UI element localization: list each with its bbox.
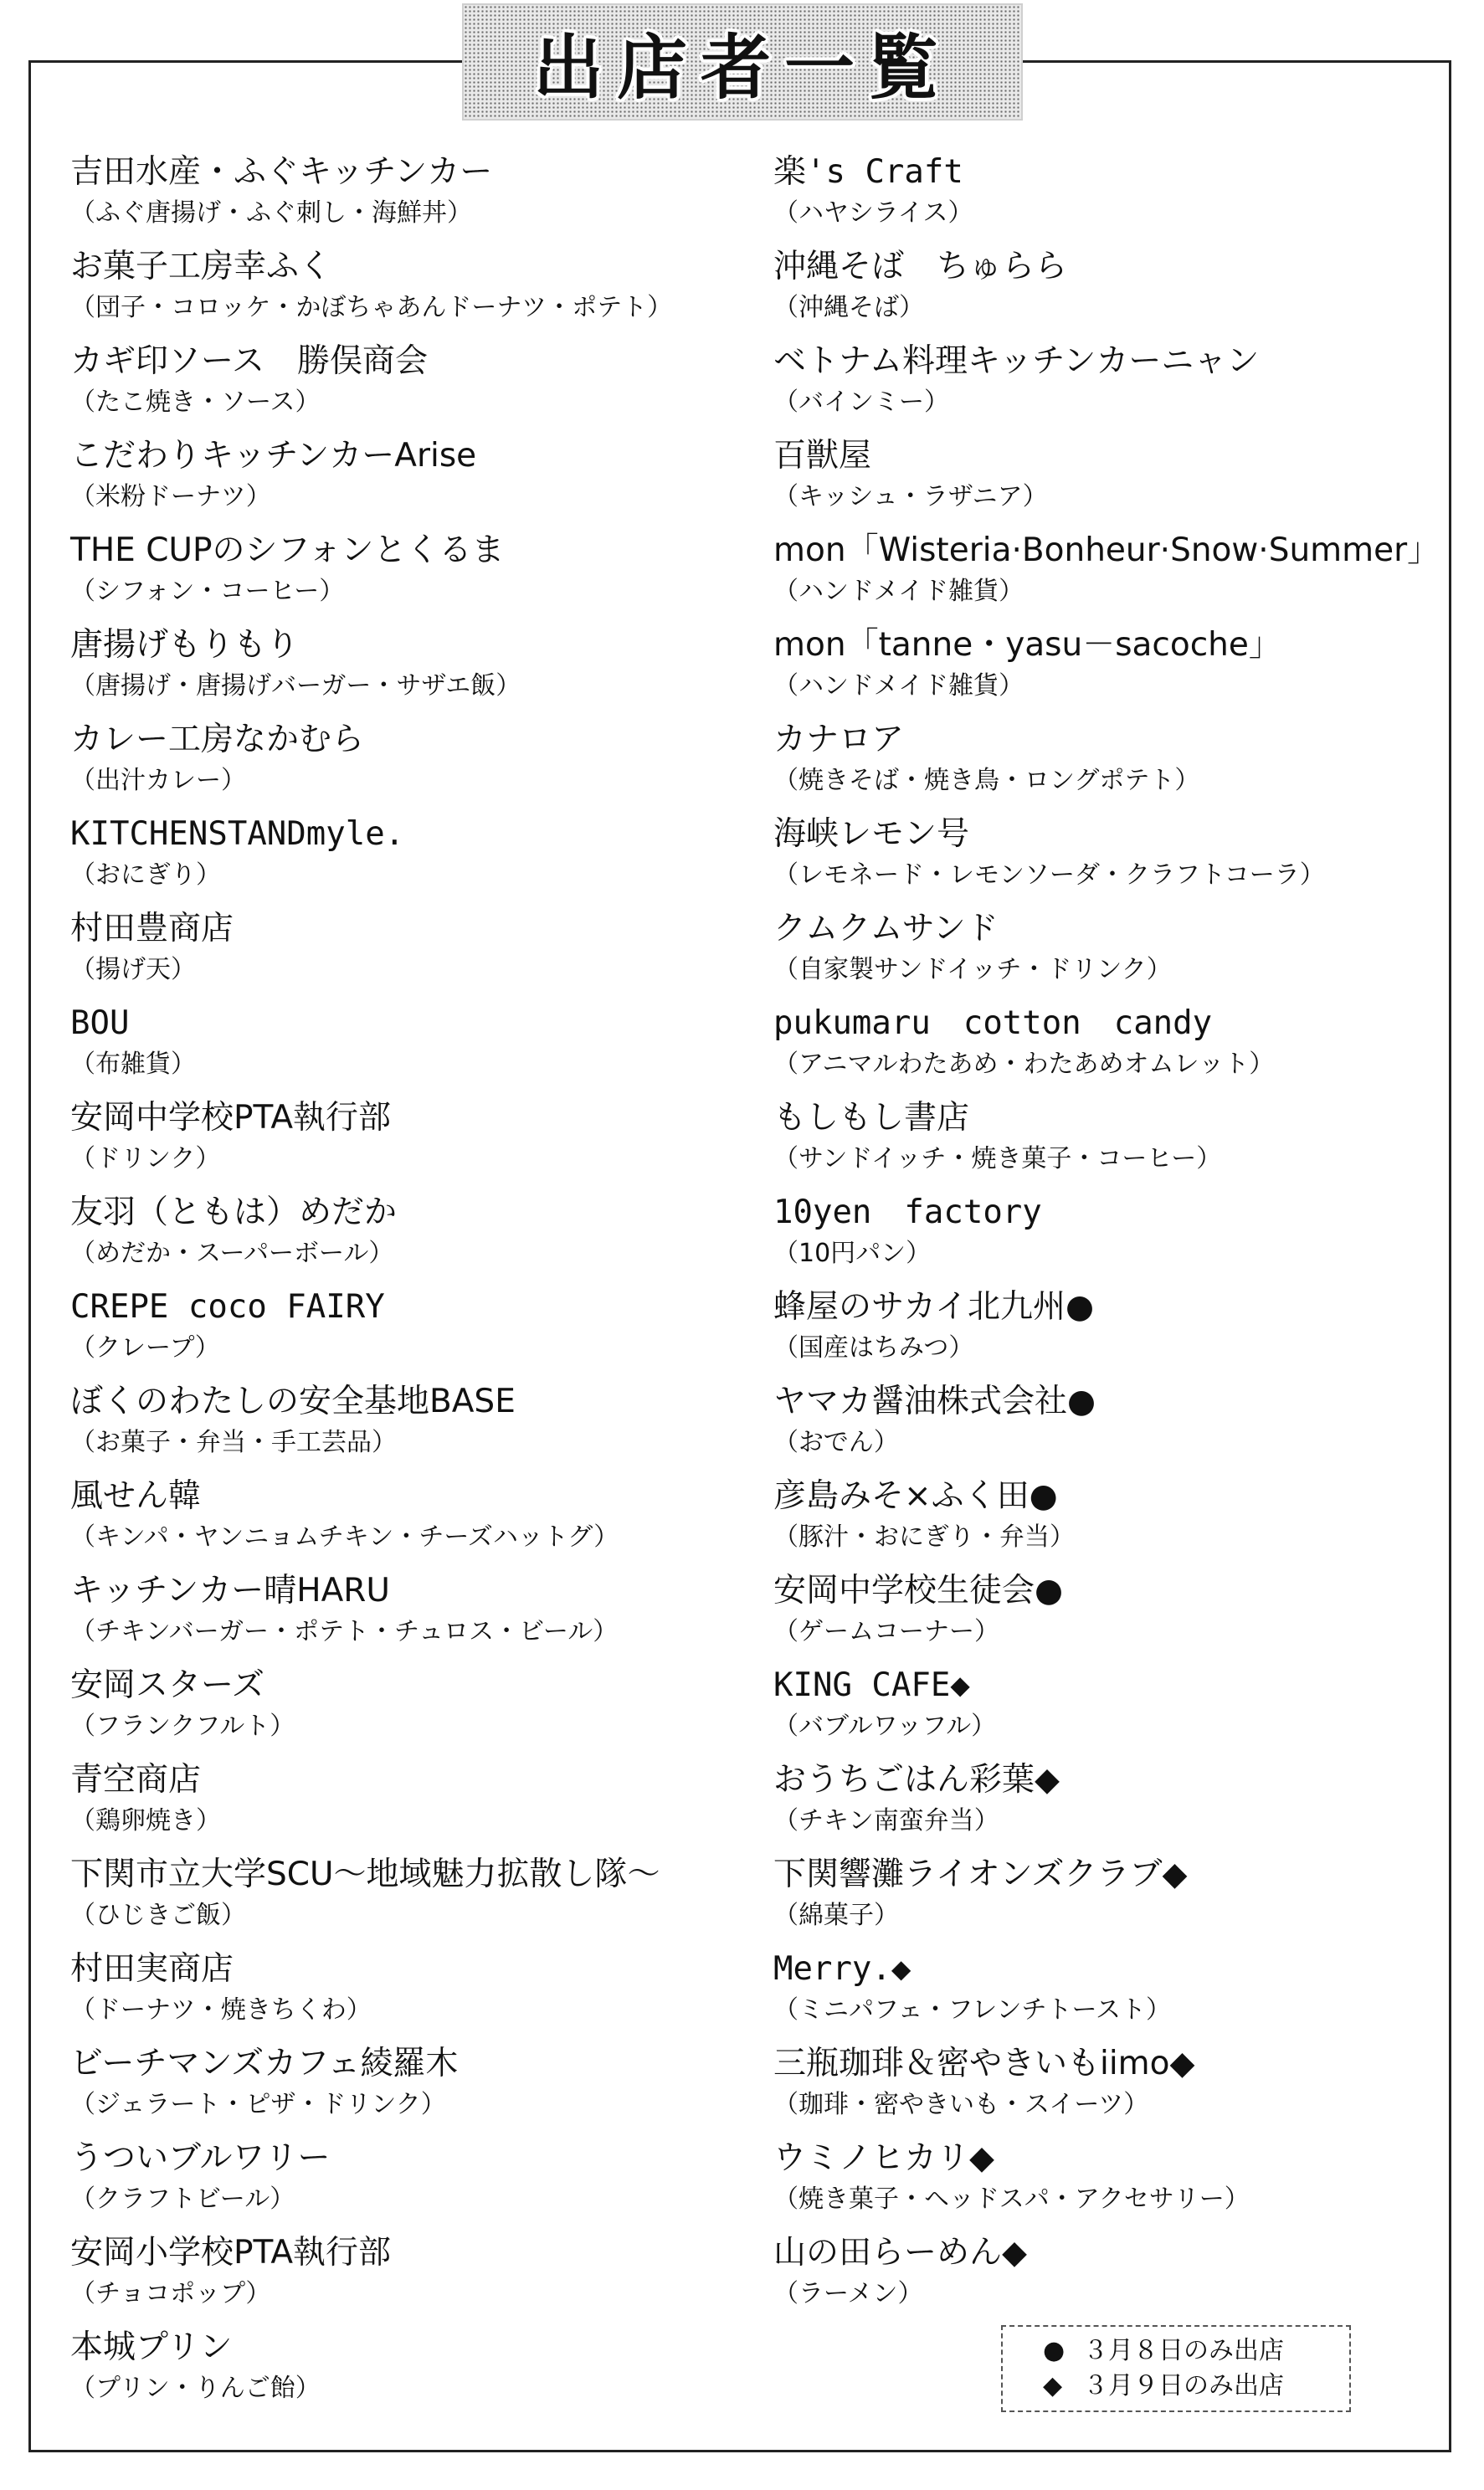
- vendor-entry: [773, 1002, 1443, 1096]
- legend-row-march-8: [1043, 2333, 1349, 2369]
- vendor-items: （唐揚げ・唐揚げバーガー・サザエ飯）: [70, 671, 521, 701]
- vendor-items: （チキンバーガー・ポテト・チュロス・ビール）: [70, 1617, 619, 1646]
- vendor-items: （バインミー）: [773, 388, 949, 417]
- vendor-name: 山の田らーめん◆: [773, 2234, 1027, 2272]
- vendor-name: 楽's Craft: [773, 153, 963, 191]
- page-title: 出店者一覧: [532, 26, 952, 109]
- vendor-items: （レモネード・レモンソーダ・クラフトコーラ）: [773, 860, 1325, 890]
- vendor-name: おうちごはん彩葉◆: [773, 1761, 1060, 1799]
- vendor-entry: [773, 1758, 1443, 1853]
- vendor-items: （バブルワッフル）: [773, 1712, 997, 1741]
- vendor-name: お菓子工房幸ふく: [70, 248, 332, 285]
- vendor-entry: [773, 2042, 1443, 2137]
- vendor-name: 本城プリン: [70, 2328, 233, 2366]
- vendor-entry: [70, 907, 773, 1002]
- vendor-name: ぼくのわたしの安全基地BASE: [70, 1383, 516, 1420]
- vendor-items: （ドリンク）: [70, 1144, 221, 1173]
- circle-icon: ●: [1043, 2336, 1066, 2365]
- vendor-entry: [70, 1569, 773, 1664]
- vendor-name: カギ印ソース 勝俣商会: [70, 342, 429, 380]
- vendor-items: （おにぎり）: [70, 860, 221, 890]
- vendor-items: （ハンドメイド雑貨）: [773, 577, 1024, 606]
- vendor-items: （サンドイッチ・焼き菓子・コーヒー）: [773, 1144, 1222, 1173]
- vendor-items: （お菓子・弁当・手工芸品）: [70, 1428, 397, 1457]
- vendor-entry: [70, 1664, 773, 1758]
- vendor-items: （鶏卵焼き）: [70, 1806, 221, 1835]
- vendor-entry: [773, 813, 1443, 907]
- vendor-entry: [70, 1475, 773, 1569]
- vendor-items: （おでん）: [773, 1428, 899, 1457]
- vendor-name: クムクムサンド: [773, 910, 999, 947]
- vendor-items: （出汁カレー）: [70, 766, 246, 795]
- vendor-entry: [70, 1002, 773, 1096]
- vendor-entry: [70, 2326, 773, 2421]
- vendor-name: pukumaru cotton candy: [773, 1004, 1213, 1042]
- vendor-entry: [773, 2137, 1443, 2231]
- vendor-items: （ドーナツ・焼きちくわ）: [70, 1995, 372, 2025]
- vendor-entry: [773, 1286, 1443, 1380]
- vendor-entry: [773, 1569, 1443, 1664]
- vendor-items: （ジェラート・ピザ・ドリンク）: [70, 2090, 446, 2119]
- vendor-name: こだわりキッチンカーArise: [70, 437, 477, 475]
- vendor-name: ウミノヒカリ◆: [773, 2139, 994, 2177]
- vendor-name: 10yen factory: [773, 1194, 1042, 1231]
- vendor-name: カナロア: [773, 721, 905, 758]
- vendor-entry: [70, 1948, 773, 2042]
- vendor-items: （国産はちみつ）: [773, 1333, 974, 1363]
- vendor-name: 下関市立大学SCU～地域魅力拡散し隊～: [70, 1856, 660, 1893]
- vendor-items: （キンパ・ヤンニョムチキン・チーズハットグ）: [70, 1522, 619, 1552]
- vendor-items: （焼き菓子・ヘッドスパ・アクセサリー）: [773, 2185, 1250, 2214]
- vendor-items: （クラフトビール）: [70, 2185, 295, 2214]
- vendor-items: （珈琲・密やきいも・スイーツ）: [773, 2090, 1149, 2119]
- vendor-items: （綿菓子）: [773, 1901, 899, 1930]
- vendor-items: （シフォン・コーヒー）: [70, 577, 345, 606]
- vendor-entry: [773, 2231, 1443, 2326]
- vendor-entry: [773, 1475, 1443, 1569]
- vendor-name: 吉田水産・ふぐキッチンカー: [70, 153, 493, 191]
- vendor-entry: [773, 340, 1443, 434]
- vendor-entry: [773, 529, 1443, 624]
- vendor-items: （10円パン）: [773, 1239, 932, 1268]
- vendor-name: CREPE coco FAIRY: [70, 1288, 385, 1326]
- vendor-name: キッチンカー晴HARU: [70, 1572, 390, 1610]
- vendor-items: （ひじきご飯）: [70, 1901, 246, 1930]
- vendor-entry: [773, 1380, 1443, 1475]
- vendor-entry: [70, 1191, 773, 1286]
- vendor-entry: [70, 813, 773, 907]
- vendor-items: （ゲームコーナー）: [773, 1617, 999, 1646]
- vendor-entry: [70, 1758, 773, 1853]
- vendor-entry: [773, 1191, 1443, 1286]
- vendor-items: （団子・コロッケ・かぼちゃあんドーナツ・ポテト）: [70, 293, 673, 322]
- vendor-entry: [773, 624, 1443, 718]
- legend-row-march-9: [1043, 2369, 1349, 2404]
- vendor-items: （布雑貨）: [70, 1050, 196, 1079]
- vendor-items: （沖縄そば）: [773, 293, 924, 322]
- vendor-items: （豚汁・おにぎり・弁当）: [773, 1522, 1075, 1552]
- vendor-entry: [773, 907, 1443, 1002]
- vendor-items: （クレープ）: [70, 1333, 220, 1363]
- vendor-entry: [70, 434, 773, 529]
- vendor-entry: [773, 1948, 1443, 2042]
- vendor-name: ヤマカ醤油株式会社●: [773, 1383, 1096, 1420]
- vendor-items: （アニマルわたあめ・わたあめオムレット）: [773, 1050, 1275, 1079]
- vendor-name: 百獣屋: [773, 437, 872, 475]
- vendor-entry: [773, 434, 1443, 529]
- vendor-entry: [70, 1853, 773, 1948]
- vendor-entry: [70, 1096, 773, 1191]
- vendor-items: （焼きそば・焼き鳥・ロングポテト）: [773, 766, 1200, 795]
- vendor-name: mon「Wisteria·Bonheur·Snow·Summer」: [773, 531, 1440, 569]
- legend-box: [1001, 2325, 1351, 2412]
- vendor-entry: [773, 718, 1443, 813]
- vendor-name: KING CAFE◆: [773, 1666, 970, 1704]
- vendor-name: mon「tanne・yasu－sacoche」: [773, 626, 1281, 664]
- vendor-items: （フランクフルト）: [70, 1712, 295, 1741]
- legend-text: ３月９日のみ出店: [1083, 2371, 1284, 2400]
- vendor-items: （ハンドメイド雑貨）: [773, 671, 1024, 701]
- vendor-entry: [70, 2137, 773, 2231]
- vendor-entry: [70, 245, 773, 340]
- vendor-items: （キッシュ・ラザニア）: [773, 482, 1048, 511]
- vendor-items: （ハヤシライス）: [773, 198, 973, 228]
- vendor-name: ベトナム料理キッチンカーニャン: [773, 342, 1260, 380]
- left-vendor-column: [70, 151, 773, 2421]
- vendor-items: （米粉ドーナツ）: [70, 482, 271, 511]
- vendor-name: 彦島みそ×ふく田●: [773, 1477, 1058, 1515]
- vendor-name: 安岡中学校生徒会●: [773, 1572, 1064, 1610]
- vendor-name: 蜂屋のサカイ北九州●: [773, 1288, 1095, 1326]
- vendor-name: 友羽（ともは）めだか: [70, 1194, 398, 1231]
- vendor-entry: [70, 1286, 773, 1380]
- vendor-name: THE CUPのシフォンとくるま: [70, 531, 505, 569]
- vendor-entry: [70, 1380, 773, 1475]
- vendor-items: （ミニパフェ・フレンチトースト）: [773, 1995, 1172, 2025]
- vendor-name: カレー工房なかむら: [70, 721, 365, 758]
- vendor-name: もしもし書店: [773, 1099, 970, 1137]
- vendor-items: （ラーメン）: [773, 2279, 923, 2308]
- vendor-entry: [70, 718, 773, 813]
- vendor-entry: [70, 2231, 773, 2326]
- vendor-items: （チョコポップ）: [70, 2279, 271, 2308]
- vendor-entry: [70, 2042, 773, 2137]
- vendor-items: （自家製サンドイッチ・ドリンク）: [773, 955, 1172, 984]
- vendor-name: 村田豊商店: [70, 910, 234, 947]
- vendor-entry: [773, 1096, 1443, 1191]
- vendor-items: （たこ焼き・ソース）: [70, 388, 321, 417]
- vendor-items: （めだか・スーパーボール）: [70, 1239, 394, 1268]
- diamond-icon: ◆: [1043, 2371, 1063, 2400]
- vendor-name: 下関響灘ライオンズクラブ◆: [773, 1856, 1188, 1893]
- right-vendor-column: [773, 151, 1443, 2326]
- vendor-name: 唐揚げもりもり: [70, 626, 300, 664]
- vendor-entry: [773, 1853, 1443, 1948]
- vendor-name: 村田実商店: [70, 1950, 234, 1988]
- vendor-name: 風せん韓: [70, 1477, 202, 1515]
- vendor-name: 海峡レモン号: [773, 815, 970, 853]
- vendor-entry: [70, 529, 773, 624]
- vendor-entry: [773, 245, 1443, 340]
- vendor-entry: [70, 151, 773, 245]
- vendor-name: 三瓶珈琲＆密やきいもiimo◆: [773, 2045, 1195, 2082]
- vendor-entry: [70, 340, 773, 434]
- legend-text: ３月８日のみ出店: [1083, 2336, 1284, 2365]
- vendor-name: 青空商店: [70, 1761, 202, 1799]
- vendor-entry: [773, 151, 1443, 245]
- vendor-name: BOU: [70, 1004, 130, 1042]
- vendor-items: （揚げ天）: [70, 955, 196, 984]
- vendor-items: （チキン南蛮弁当）: [773, 1806, 999, 1835]
- title-banner: [462, 3, 1023, 121]
- vendor-entry: [70, 624, 773, 718]
- vendor-name: ビーチマンズカフェ綾羅木: [70, 2045, 459, 2082]
- vendor-items: （ふぐ唐揚げ・ふぐ刺し・海鮮丼）: [70, 198, 472, 228]
- vendor-name: 沖縄そば ちゅらら: [773, 248, 1068, 285]
- vendor-name: Merry.◆: [773, 1950, 911, 1988]
- vendor-name: 安岡中学校PTA執行部: [70, 1099, 391, 1137]
- vendor-items: （プリン・りんご飴）: [70, 2374, 321, 2403]
- vendor-name: うついブルワリー: [70, 2139, 331, 2177]
- vendor-entry: [773, 1664, 1443, 1758]
- vendor-name: 安岡小学校PTA執行部: [70, 2234, 391, 2272]
- vendor-name: 安岡スターズ: [70, 1666, 265, 1704]
- vendor-name: KITCHENSTANDmyle.: [70, 815, 405, 853]
